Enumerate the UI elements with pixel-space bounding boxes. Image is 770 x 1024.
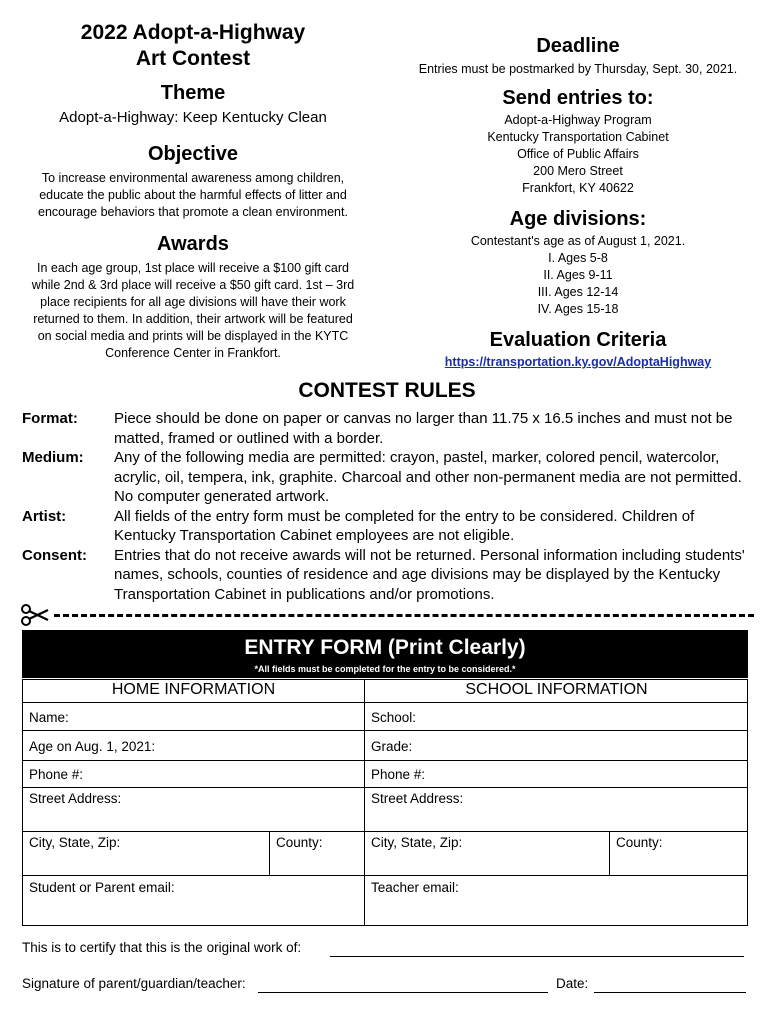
date-label: Date: (556, 976, 589, 991)
home-phone-field[interactable]: Phone #: (23, 761, 365, 788)
original-work-line[interactable] (330, 956, 744, 957)
scissors-icon (20, 604, 50, 626)
evaluation-link[interactable]: https://transportation.ky.gov/AdoptaHighway (444, 355, 712, 369)
contest-title-line1: 2022 Adopt-a-Highway (80, 21, 306, 44)
signature-label: Signature of parent/guardian/teacher: (22, 976, 246, 991)
rule-text: All fields of the entry form must be completed for the entry to be considered. Children of Kentucky Transportation Cabinet employees are not eligible. (114, 507, 695, 544)
entry-form-grid (22, 679, 748, 926)
school-info-heading: SCHOOL INFORMATION (465, 681, 648, 698)
home-street-field[interactable]: Street Address: (23, 788, 365, 832)
rule-artist (22, 507, 752, 546)
rule-medium (22, 448, 752, 507)
send-entries-heading: Send entries to: (502, 87, 654, 109)
awards-text (18, 260, 368, 362)
school-city-field[interactable]: City, State, Zip: (365, 832, 610, 876)
entry-form-header (22, 630, 748, 678)
address-line: 200 Mero Street (533, 164, 623, 178)
student-email-field[interactable]: Student or Parent email: (23, 876, 365, 925)
rule-text: Any of the following media are permitted: crayon, pastel, marker, colored pencil, watercolor, acrylic, oil, tempera, ink, graphite. Charcoal and other non-permanent media are not permitted. No computer generated artwork. (114, 449, 742, 505)
rule-text: Piece should be done on paper or canvas no larger than 11.75 x 16.5 inches and must not be matted, framed or outlined with a border. (114, 410, 733, 447)
age-division-line: III. Ages 12-14 (537, 285, 619, 299)
original-work-label: This is to certify that this is the original work of: (22, 940, 302, 955)
deadline-text: Entries must be postmarked by Thursday, Sept. 30, 2021. (418, 62, 738, 76)
cut-line (20, 602, 754, 628)
rule-label: Format: (22, 410, 78, 427)
evaluation-heading: Evaluation Criteria (489, 329, 667, 351)
rules-heading: CONTEST RULES (298, 379, 476, 402)
objective-line: encourage behaviors that promote a clean environment. (38, 205, 348, 219)
awards-line: In each age group, 1st place will receive a $100 gift card (37, 261, 349, 275)
mailing-address (392, 112, 764, 197)
awards-line: place recipients for all age divisions will have their work (40, 295, 346, 309)
awards-line: Conference Center in Frankfort. (105, 346, 281, 360)
awards-heading: Awards (157, 233, 229, 255)
contest-rules (22, 378, 752, 604)
home-info-heading: HOME INFORMATION (23, 680, 365, 702)
school-phone-field[interactable]: Phone #: (365, 761, 748, 788)
rule-label: Artist: (22, 507, 67, 525)
awards-line: on social media and prints will be displayed in the KYTC (37, 329, 349, 343)
age-divisions-heading: Age divisions: (509, 208, 647, 230)
teacher-email-field[interactable]: Teacher email: (371, 880, 459, 895)
right-column (392, 34, 764, 371)
home-city-field[interactable]: City, State, Zip: (23, 832, 270, 876)
age-field[interactable]: Age on Aug. 1, 2021: (23, 731, 365, 761)
rule-label: Medium: (22, 449, 84, 466)
objective-text (18, 170, 368, 221)
contest-title-line2: Art Contest (135, 47, 251, 70)
deadline-heading: Deadline (536, 35, 620, 57)
address-line: Office of Public Affairs (517, 147, 639, 161)
name-field[interactable]: Name: (23, 702, 365, 731)
age-division-line: Contestant's age as of August 1, 2021. (470, 234, 686, 248)
grade-field[interactable]: Grade: (365, 731, 748, 761)
objective-heading: Objective (147, 143, 239, 165)
left-column (18, 20, 368, 362)
age-division-line: IV. Ages 15-18 (537, 302, 619, 316)
rule-label: Consent: (22, 546, 87, 564)
objective-line: To increase environmental awareness among children, (41, 171, 345, 185)
age-divisions-list (392, 233, 764, 318)
rule-consent (22, 546, 752, 605)
home-county-field[interactable]: County: (270, 832, 365, 876)
theme-text: Adopt-a-Highway: Keep Kentucky Clean (59, 109, 327, 126)
rule-text: Entries that do not receive awards will not be returned. Personal information including students' names, schools, counties of residence and age divisions may be displayed by the Kentucky Transportation Cabinet in publications and/or promotions. (114, 546, 745, 603)
address-line: Kentucky Transportation Cabinet (487, 130, 669, 144)
address-line: Frankfort, KY 40622 (522, 181, 634, 195)
address-line: Adopt-a-Highway Program (504, 113, 652, 127)
awards-line: returned to them. In addition, their artwork will be featured (33, 312, 353, 326)
signature-line[interactable] (258, 992, 548, 993)
school-county-field[interactable]: County: (610, 832, 748, 876)
age-division-line: I. Ages 5-8 (548, 251, 608, 265)
dashed-cut-line (54, 614, 754, 617)
age-division-line: II. Ages 9-11 (543, 268, 613, 282)
school-street-field[interactable]: Street Address: (365, 788, 748, 832)
school-field[interactable]: School: (365, 702, 748, 731)
rule-format (22, 409, 752, 448)
theme-heading: Theme (160, 82, 226, 104)
date-line[interactable] (594, 992, 746, 993)
entry-form-title: ENTRY FORM (Print Clearly) (244, 636, 526, 659)
entry-form-subtitle: *All fields must be completed for the entry to be considered.* (254, 664, 516, 674)
objective-line: educate the public about the harmful effects of litter and (39, 188, 347, 202)
awards-line: while 2nd & 3rd place will receive a $50 gift card. 1st – 3rd (31, 278, 355, 292)
